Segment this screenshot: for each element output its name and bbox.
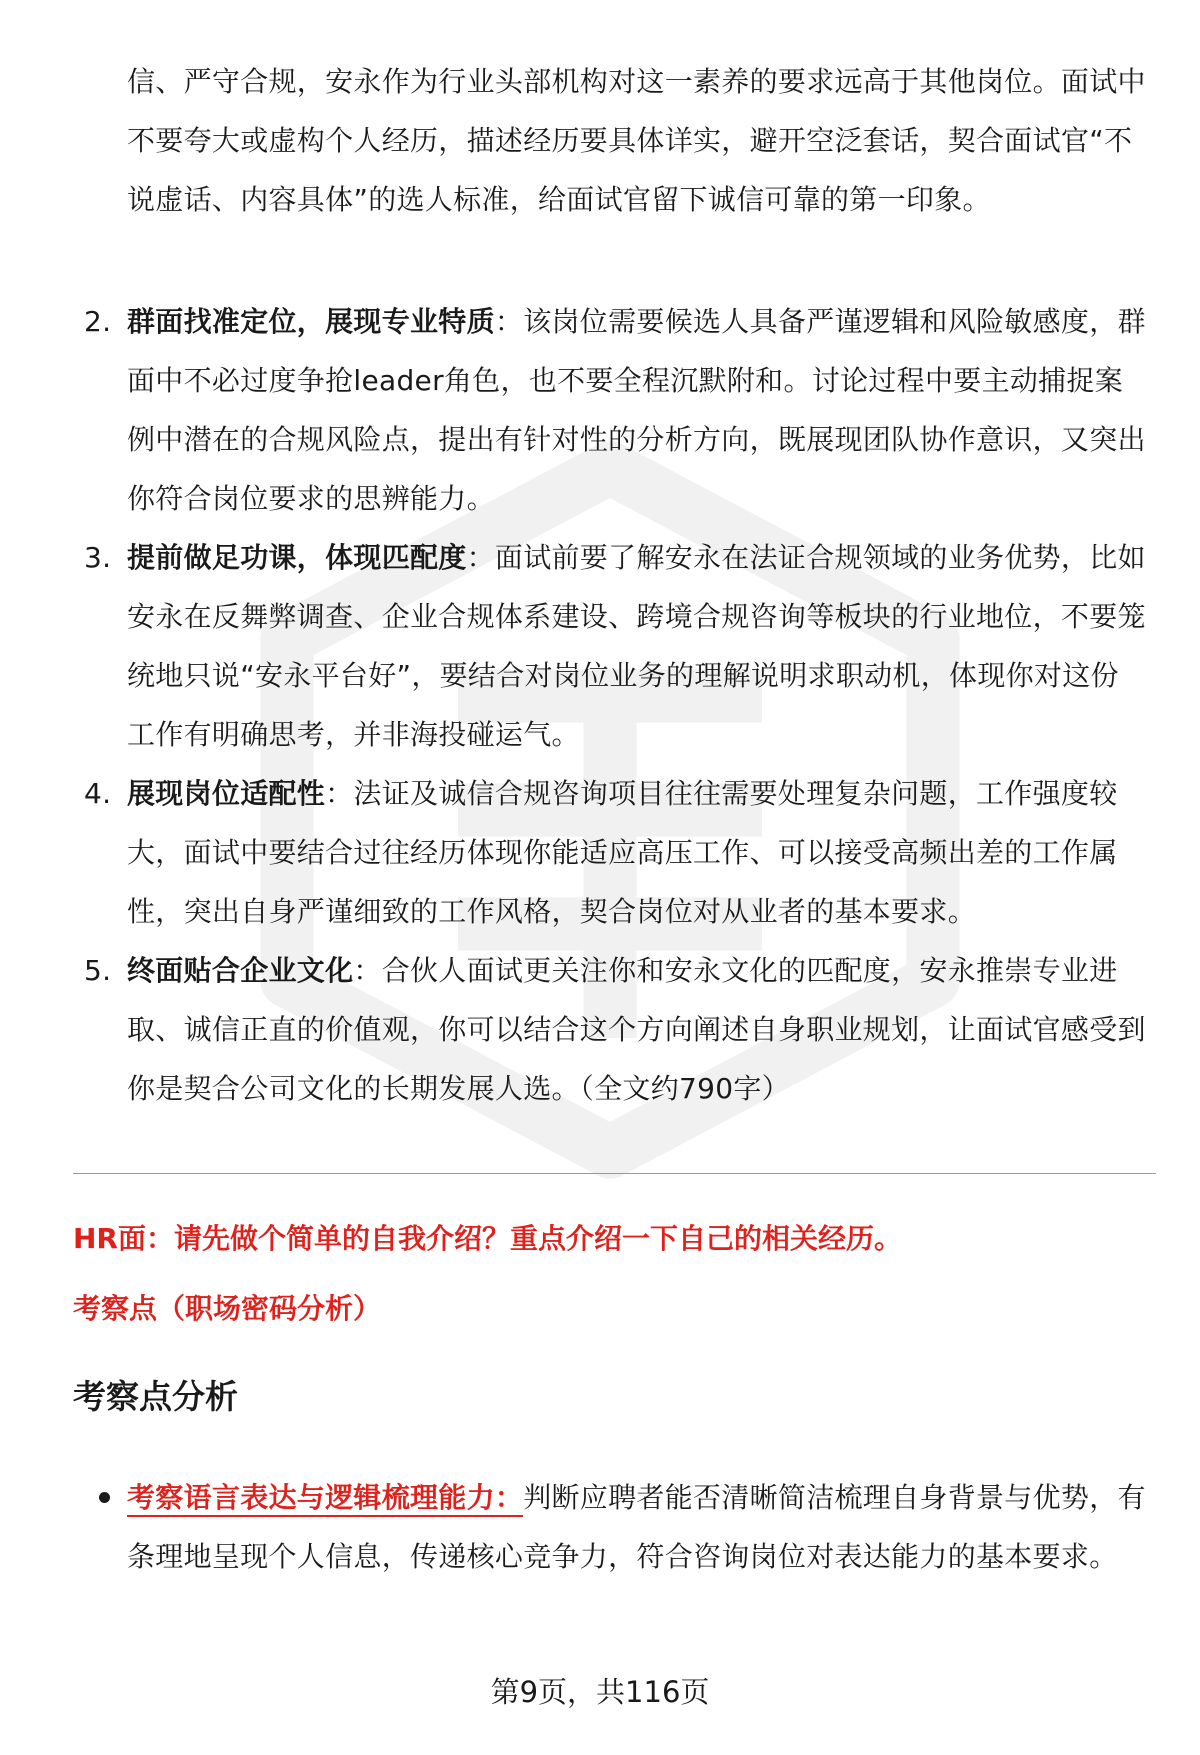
- list-item: [0, 941, 1147, 1118]
- hr-question: HR面：请先做个简单的自我介绍？重点介绍一下自己的相关经历。: [73, 1222, 902, 1255]
- list-item-lead: 提前做足功课，体现匹配度: [127, 541, 467, 574]
- numbered-list: [0, 292, 1200, 1118]
- list-item: [0, 292, 1147, 528]
- bullet-text: 判断应聘者能否清晰简洁梳理自身背景与优势，有条理地呈现个人信息，传递核心竞争力，符合咨询岗位对表达能力的基本要求。: [127, 1481, 1146, 1573]
- list-item-lead: 展现岗位适配性: [127, 777, 326, 810]
- bullet-list: [0, 1468, 1200, 1586]
- list-item-text: ：面试前要了解安永在法证合规领域的业务优势，比如安永在反舞弊调查、企业合规体系建设、跨境合规咨询等板块的行业地位，不要笼统地只说“安永平台好”，要结合对岗位业务的理解说明求职动机，体现你对这份工作有明确思考，并非海投碰运气。: [127, 541, 1146, 751]
- list-item-text: ：该岗位需要候选人具备严谨逻辑和风险敏感度，群面中不必过度争抢leader角色，也不要全程沉默附和。讨论过程中要主动捕捉案例中潜在的合规风险点，提出有针对性的分析方向，既展现团队协作意识，又突出你符合岗位要求的思辨能力。: [127, 305, 1146, 515]
- list-item-text: ：合伙人面试更关注你和安永文化的匹配度，安永推崇专业进取、诚信正直的价值观，你可以结合这个方向阐述自身职业规划，让面试官感受到你是契合公司文化的长期发展人选。（全文约790字）: [127, 954, 1146, 1105]
- continued-paragraph: 信、严守合规，安永作为行业头部机构对这一素养的要求远高于其他岗位。面试中不要夸大或虚构个人经历，描述经历要具体详实，避开空泛套话，契合面试官“不说虚话、内容具体”的选人标准，给面试官留下诚信可靠的第一印象。: [127, 65, 1146, 216]
- bullet-lead: 考察语言表达与逻辑梳理能力：: [127, 1481, 523, 1517]
- list-item-text: ：法证及诚信合规咨询项目往往需要处理复杂问题，工作强度较大，面试中要结合过往经历体现你能适应高压工作、可以接受高频出差的工作属性，突出自身严谨细致的工作风格，契合岗位对从业者的基本要求。: [127, 777, 1118, 928]
- list-item-number: 5.: [84, 954, 112, 987]
- list-item-lead: 终面贴合企业文化: [127, 954, 354, 987]
- bullet-item: [0, 1468, 1147, 1586]
- list-item-lead: 群面找准定位，展现专业特质: [127, 305, 495, 338]
- section-heading: 考察点分析: [73, 1377, 238, 1416]
- bullet-dot-icon: [99, 1492, 110, 1503]
- list-item-number: 4.: [84, 777, 112, 810]
- hr-subheading: 考察点（职场密码分析）: [73, 1292, 382, 1325]
- list-item: [0, 528, 1147, 764]
- list-item-number: 3.: [84, 541, 112, 574]
- section-divider: [73, 1173, 1156, 1174]
- list-item: [0, 764, 1147, 941]
- page-footer: 第9页，共116页: [490, 1675, 710, 1709]
- list-item-number: 2.: [84, 305, 112, 338]
